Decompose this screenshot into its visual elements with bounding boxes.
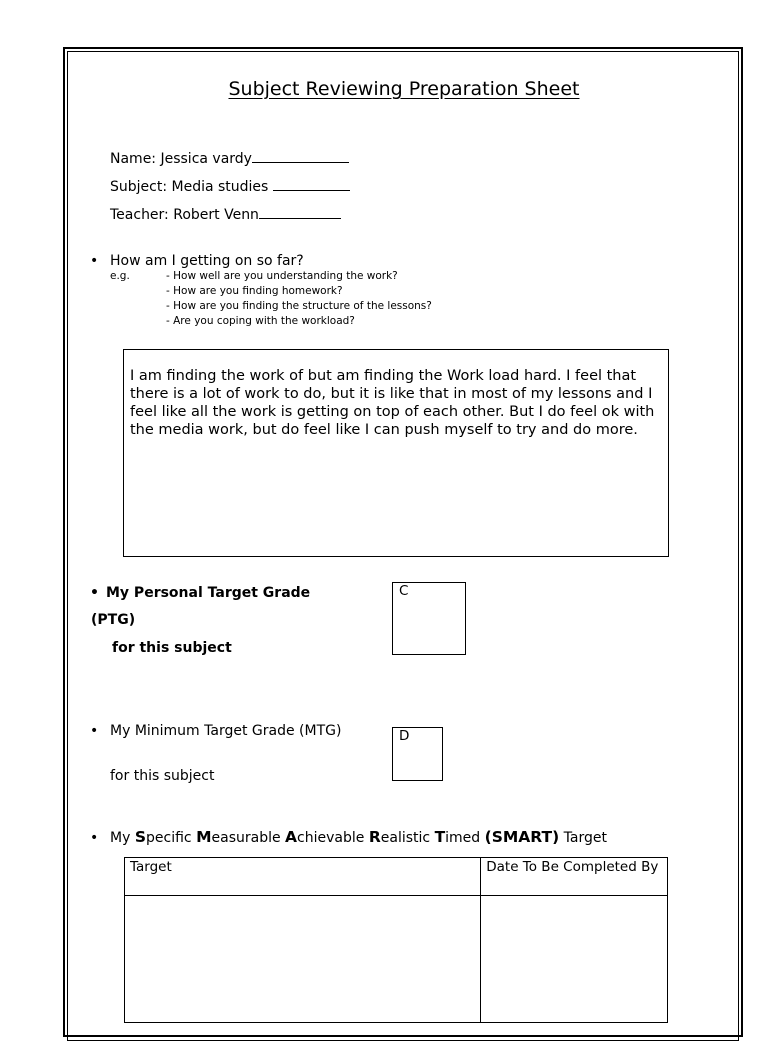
bullet-icon: • — [90, 253, 99, 269]
mtg-grade-value: D — [399, 728, 410, 744]
ptg-heading: • My Personal Target Grade — [90, 585, 311, 601]
bullet-icon: • — [90, 830, 99, 846]
date-column-header: Date To Be Completed By — [481, 858, 668, 896]
subject-label: Subject: Media studies — [110, 179, 269, 195]
mtg-subject-label: for this subject — [110, 768, 215, 784]
smart-heading: • My Specific Measurable Achievable Realistic Timed (SMART) Target — [90, 828, 607, 846]
name-label: Name: Jessica vardy — [110, 151, 252, 167]
prompt-item: - How are you finding the structure of the lessons? — [166, 300, 432, 312]
date-cell[interactable] — [481, 896, 668, 1023]
subject-blank-line — [273, 189, 350, 191]
prompt-item: - Are you coping with the workload? — [166, 315, 355, 327]
ptg-subject-label: for this subject — [112, 640, 232, 656]
mtg-grade-box[interactable] — [392, 727, 443, 781]
subject-field — [110, 179, 350, 195]
eg-label: e.g. — [110, 270, 130, 282]
bullet-icon: • — [90, 723, 99, 739]
teacher-blank-line — [259, 217, 341, 219]
progress-answer-text: I am finding the work of but am finding the Work load hard. I feel that there is a lot of work to do, but it is like that in most of my lessons and I feel like all the work is getting on top of each other. But I do feel ok with the media work, but do feel like I can push myself to try and do more. — [130, 368, 655, 438]
page-title: Subject Reviewing Preparation Sheet — [228, 78, 580, 100]
ptg-grade-value: C — [399, 583, 409, 599]
target-column-header: Target — [125, 858, 481, 896]
bullet-icon: • — [90, 585, 99, 601]
table-header-row — [125, 858, 668, 896]
teacher-label: Teacher: Robert Venn — [110, 207, 259, 223]
ptg-abbrev: (PTG) — [91, 612, 136, 628]
prompt-item: - How well are you understanding the work? — [166, 270, 398, 282]
smart-target-table — [124, 857, 668, 1023]
ptg-grade-box[interactable] — [392, 582, 466, 655]
mtg-heading: • My Minimum Target Grade (MTG) — [90, 723, 342, 739]
name-blank-line — [252, 161, 349, 163]
table-row — [125, 896, 668, 1023]
target-cell[interactable] — [125, 896, 481, 1023]
prompt-item: - How are you finding homework? — [166, 285, 343, 297]
name-field — [110, 151, 349, 167]
progress-question: • How am I getting on so far? — [90, 253, 304, 269]
teacher-field — [110, 207, 341, 223]
